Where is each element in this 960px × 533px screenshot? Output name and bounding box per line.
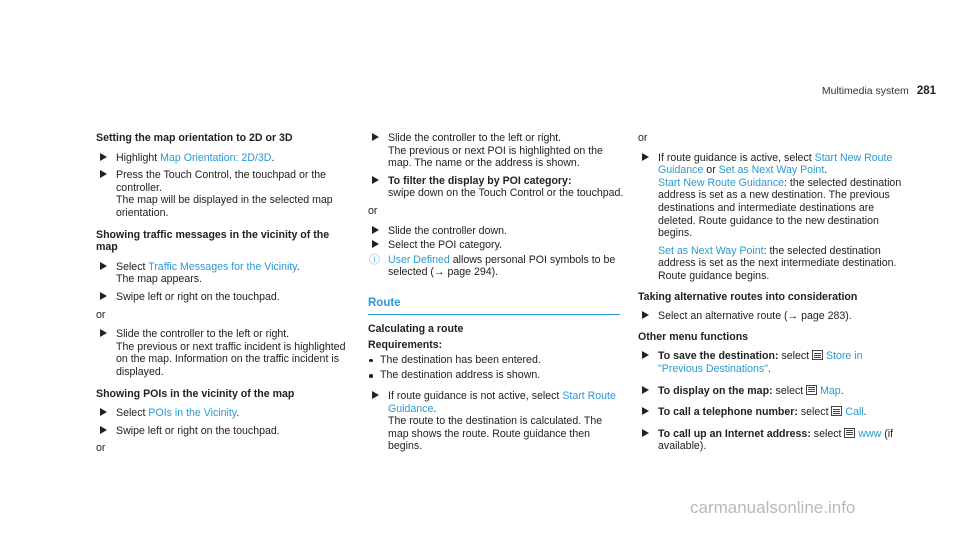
page-header [764,85,936,98]
menu-icon [806,385,817,395]
info-icon: ⓘ [369,253,380,266]
heading-other-menu-functions: Other menu functions [638,330,749,343]
heading-alternative-routes: Taking alternative routes into consideration [638,290,858,303]
step-route-active: If route guidance is active, select Start New Route Guidance or Set as Next Way Point. Start New Route Guidance: the selected destination address is set as a new destination. The previous destinations and intermediate destinations are deleted. Route guidance to the new destination begins. Set as Next Way Point: the selected destination address is set as the next intermediate destination. Route guidance begins. [638,152,906,283]
step-start-route-guidance: If route guidance is not active, select Start Route Guidance. The route to the destination is calculated. The map shows the route. Route guidance then begins. [368,390,624,453]
heading-pois-vicinity: Showing POIs in the vicinity of the map [96,387,295,400]
step-swipe-touchpad-2: Swipe left or right on the touchpad. [96,425,352,438]
or-text: or [368,204,378,217]
menu-item-map[interactable]: Map [820,384,841,397]
requirements-label: Requirements: [368,339,443,352]
step-arrow-icon [642,311,649,319]
step-filter-category: To filter the display by POI category: swipe down on the Touch Control or the touchpad. [368,175,624,200]
heading-traffic-messages: Showing traffic messages in the vicinity of the map [96,228,330,254]
requirement-item: The destination has been entered. [368,354,624,367]
option-set-next-way-point: Set as Next Way Point [658,244,764,257]
step-highlight-orientation: Highlight Map Orientation: 2D/3D. [96,152,352,165]
step-arrow-icon [372,176,379,184]
step-arrow-icon [642,407,649,415]
menu-item-user-defined[interactable]: User Defined [388,253,450,266]
info-user-defined: ⓘ User Defined allows personal POI symbols to be selected (→ page 294). [369,253,616,279]
bullet-icon [369,359,373,363]
step-arrow-icon [372,391,379,399]
menu-item-store-previous-destinations[interactable]: Store in "Previous Destinations" [658,350,863,375]
menu-item-set-next-way-point[interactable]: Set as Next Way Point [718,164,825,177]
step-arrow-icon [642,153,649,161]
menu-icon [831,406,842,416]
menu-item-traffic-messages[interactable]: Traffic Messages for the Vicinity [148,260,297,273]
step-arrow-icon [372,226,379,234]
step-arrow-icon [100,329,107,337]
column-middle [368,132,624,458]
menu-item-call[interactable]: Call [845,406,864,419]
watermark: carmanualsonline.info [690,498,856,517]
step-slide-controller: Slide the controller to the left or right. The previous or next traffic incident is highlighted on the map. Information on the traffic incident is displayed. [96,328,352,378]
step-arrow-icon [100,292,107,300]
or-text: or [638,132,648,144]
menu-item-start-new-route-guidance[interactable]: Start New Route Guidance [658,151,893,177]
or-text: or [96,442,106,455]
step-slide-down: Slide the controller down. [368,225,624,238]
step-save-destination: To save the destination: select Store in "Previous Destinations". [638,350,906,375]
step-arrow-icon [642,429,649,437]
step-alternative-route: Select an alternative route (→ page 283). [638,310,906,323]
column-right [638,132,906,458]
step-select-traffic: Select Traffic Messages for the Vicinity. The map appears. [96,261,352,286]
option-start-new-route-guidance: Start New Route Guidance [658,176,785,189]
menu-item-pois-vicinity[interactable]: POIs in the Vicinity [148,407,237,420]
step-call-internet-address: To call up an Internet address: select www (if available). [638,428,906,453]
column-left [96,132,352,462]
step-arrow-icon [100,170,107,178]
menu-icon [812,350,823,360]
requirement-item: The destination address is shown. [368,369,624,382]
step-display-map: To display on the map: select Map. [638,385,906,398]
step-arrow-icon [100,153,107,161]
step-arrow-icon [642,386,649,394]
step-arrow-icon [100,408,107,416]
menu-item-www[interactable]: www [858,427,882,440]
menu-icon [844,428,855,438]
or-text: or [96,308,106,321]
heading-map-orientation: Setting the map orientation to 2D or 3D [96,132,293,144]
step-slide-controller-poi: Slide the controller to the left or right. The previous or next POI is highlighted on the map. The name or the address is shown. [368,132,624,170]
menu-item-start-route-guidance[interactable]: Start Route Guidance [388,389,616,415]
menu-item-map-orientation[interactable]: Map Orientation: 2D/3D [160,151,272,164]
step-swipe-touchpad: Swipe left or right on the touchpad. [96,291,352,304]
step-arrow-icon [372,240,379,248]
step-arrow-icon [100,262,107,270]
step-arrow-icon [100,426,107,434]
heading-calculating-route: Calculating a route [368,322,464,335]
step-arrow-icon [642,351,649,359]
section-title: Multimedia system [821,85,909,97]
step-arrow-icon [372,133,379,141]
section-heading-route: Route [368,297,620,315]
step-select-category: Select the POI category. [368,239,624,252]
page-number: 281 [916,85,936,97]
step-select-pois: Select POIs in the Vicinity. [96,407,352,420]
bullet-icon [369,374,373,378]
step-press-control: Press the Touch Control, the touchpad or the controller. The map will be displayed in the selected map orientation. [96,169,352,219]
step-call-telephone: To call a telephone number: select Call. [638,406,906,419]
